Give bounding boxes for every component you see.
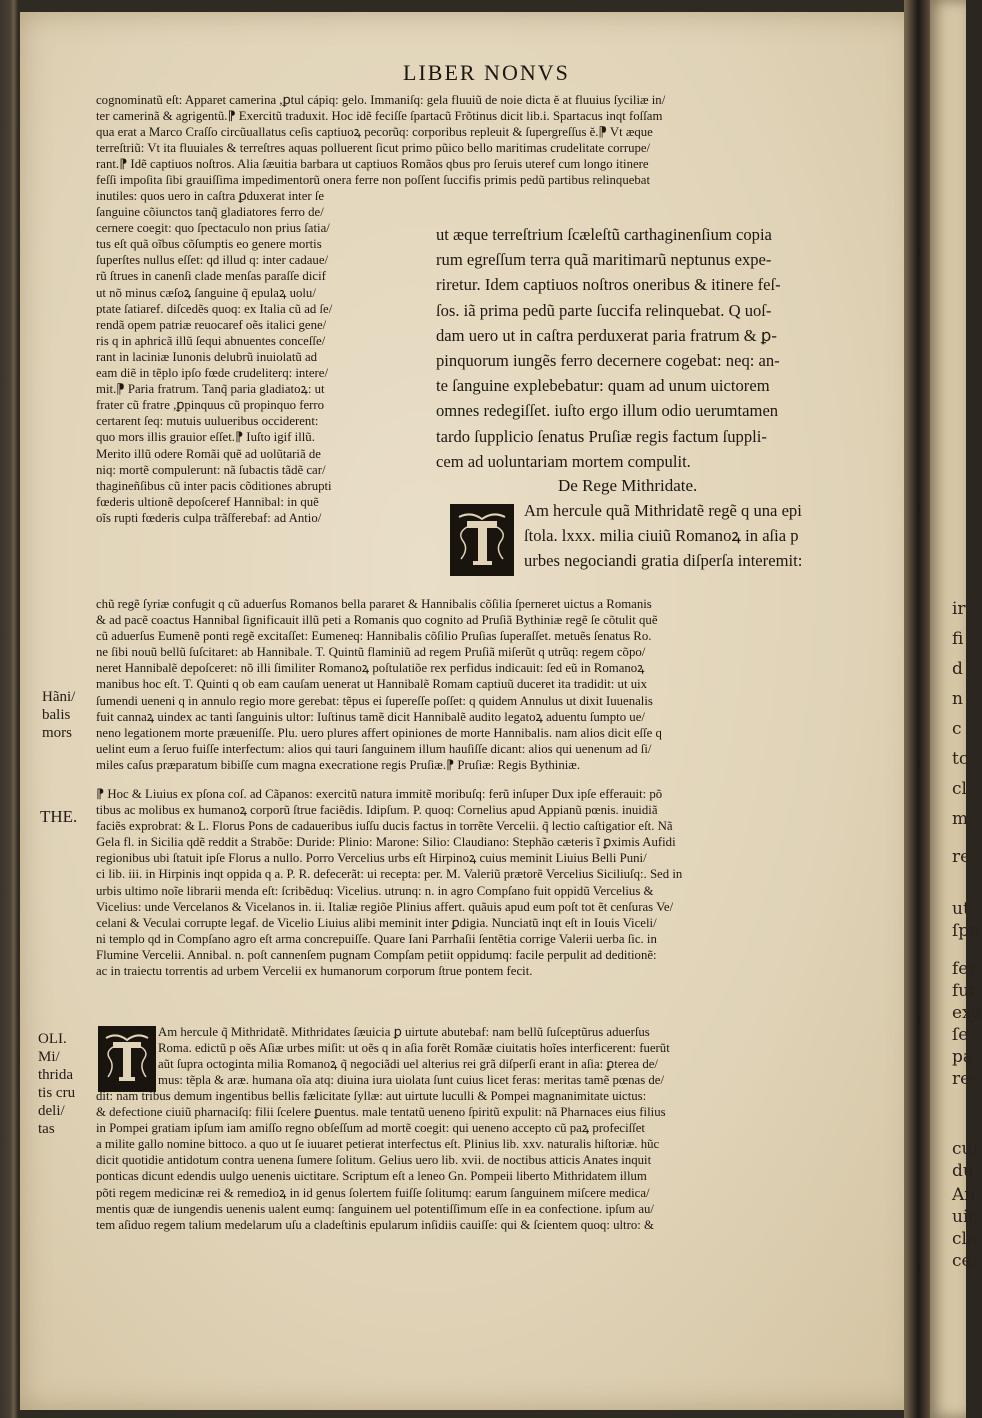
text-line: Am hercule q̃ Mithridatẽ. Mithridates ſæuicia ꝑ uirtute abutebaf: nam bellũ ſuſceptũrus aduerſus xyxy=(158,1025,650,1039)
text-line: ni templo qd in Compſano agro eſt arma concrepuiſſe. Quare Iani Parrhaſii ſentẽtia corrige Valerii uerba ſic. in xyxy=(96,931,657,946)
text-line: Vicelius: unde Vercelanos & Vicelanos in. ii. Italiæ regiõe Plinius affert. quãuis apud eum poſt tot ẽt cenſuras Ve/ xyxy=(96,899,674,914)
facing-page-fragment: fi xyxy=(952,629,964,649)
facing-page-fragment: ſe xyxy=(952,1025,969,1045)
text-line: riretur. Idem captiuos noſtros oneribus & itinere feſ- xyxy=(436,275,781,295)
text-line: ris q in aphricã illũ ſequi abnuentes conceſſe/ xyxy=(96,333,326,348)
commentary-oli-initial-lines xyxy=(158,1024,896,1088)
text-line: mentis quæ de iungendis uenenis ualent eumq: ſanguinem uel potentiſſimum eſſe in ea confectione. ipſum au/ xyxy=(96,1201,654,1216)
text-line: rũ ſtrues in canenſi clade menſas paraſſe dicif xyxy=(96,269,326,284)
text-line: terreſtriũ: Vt ita fluuiales & terreſtres aquas polluerent ſicut primo pũico bello maritimas crudelitate corrupe/ xyxy=(96,141,651,156)
text-line: pinquorum iungẽs ferro decernere cogebat: neq: an- xyxy=(436,350,780,370)
facing-page-fragment: tc xyxy=(952,749,969,769)
text-line: ne ſibi nouũ bellũ ſuſcitaret: ab Hannibale. T. Quintũ flaminiũ ad regem Pruſiã miſerũt q utrũq: regem cõpo/ xyxy=(96,645,646,660)
commentary-oli xyxy=(96,1088,896,1233)
text-line: inutiles: quos uero in caſtra ꝑduxerat inter ſe xyxy=(96,189,325,203)
text-line: certarent ſeq: mutuis uulueribus occiderent: xyxy=(96,414,319,429)
margin-note-line: tis cru xyxy=(38,1085,76,1101)
text-line: rant in laciniæ Iunonis delubrũ inuiolatũ ad xyxy=(96,349,318,364)
text-line: & ad pacẽ coactus Hannibal ſignificauit illũ peti a Romanis quo cognito ad Pruſiã Bythiniæ regẽ ſe cõtulit quẽ xyxy=(96,613,658,628)
facing-page-fragment: re: xyxy=(952,1069,976,1089)
margin-note-oli xyxy=(38,1030,75,1138)
text-line: feſſi impoſita ſibi grauiſſima impedimentorũ onera ferre non poſſent ſuccifis primis pedũ partibus relinquebat xyxy=(96,173,651,188)
text-line: urbes negociandi gratia diſperſa interemit: xyxy=(524,551,803,571)
text-line: ci lib. iii. in Hirpinis inqt oppida q a. P. R. defecerãt: ui recepta: per. M. Valeriũ prætorẽ Vercelius Siciliuſq:. Sed in xyxy=(96,867,683,882)
facing-page-fragment: An xyxy=(952,1185,976,1205)
text-line: ⁋ Hoc & Liuius ex pſona coſ. ad Cãpanos: exercitũ natura immitẽ moribuſq: ferũ inſuper Dux ipſe efferauit: põ xyxy=(96,787,663,801)
text-line: oĩs rupti fœderis culpa trãſferebaf: ad Antio/ xyxy=(96,510,322,525)
margin-note-the: THE. xyxy=(40,807,78,826)
text-line: niq: mortẽ compulerunt: nã ſubactis tãdẽ car/ xyxy=(96,462,326,477)
text-line: põti regem medicinæ rei & remedioꝝ in id genus ſolertem fuiſſe ſolitumq: earum ſanguinem miſcere medica/ xyxy=(96,1185,650,1200)
margin-note-line: tas xyxy=(38,1121,55,1137)
facing-page-fragment: cei xyxy=(952,1251,978,1271)
initial-letter-t-small-icon xyxy=(101,1029,153,1089)
text-line: Roma. edictũ p oẽs Aſiæ urbes miſit: ut oẽs q in aſia forẽt Romãæ ciuitatis hoĩes interficerent: fuerũt xyxy=(158,1041,670,1056)
text-line: a milite gallo nomine bittoco. a quo ut ſe iuuaret petierat interfectus eſt. Plinius lib. xxv. naturalis hiſtoriæ. hũc xyxy=(96,1137,660,1152)
initial-letter-t-icon xyxy=(453,507,511,573)
text-line: fœderis ultionẽ depoſceref Hannibal: in quẽ xyxy=(96,494,319,509)
text-line: & defectione ciuiũ pharnaciſq: filii ſcelere ꝑuentus. male tentatũ ueneno ſpiritũ expulit: nã Pharnaces eius filius xyxy=(96,1105,666,1120)
margin-note-line: balis xyxy=(42,707,71,723)
text-line: dam uero ut in caſtra perduxerat paria fratrum & ꝑ- xyxy=(436,325,777,345)
book-page xyxy=(20,12,918,1410)
text-line: tus eſt quã oĩbus cõſumptis eo genere mortis xyxy=(96,237,322,252)
text-line: neno legationem morte præueniſſe. Plu. uero plures affert opiniones de morte Hannibalis. nam alios dicit eſſe q xyxy=(96,725,662,740)
text-line: dicit quotidie antidotum contra uenena ſumere ſolitum. Gelius uero lib. xvii. de noctibus atticis Anates inquit xyxy=(96,1153,652,1168)
text-line: celani & Veculai corrupte legaf. de Vicelio Liuius alibi meminit inter ꝑdigia. Nunciatũ inqt eſt in Iouis Viceli/ xyxy=(96,915,657,930)
facing-page-fragment: ut xyxy=(952,899,970,919)
text-line: tem aſiduo regem talium medelarum uſu a cladeſtinis epularum inſidiis cauiſſe: qui & ſcientem quoq: ultro: & xyxy=(96,1217,654,1232)
text-line: dit: nam tribus demum ingentibus bellis fælicitate ſyllæ: aut uirtute luculli & Pompei magnanimitate uictus: xyxy=(96,1089,647,1103)
margin-note-hannibal xyxy=(42,688,75,742)
text-line: ſtola. lxxx. milia ciuiũ Romanoꝝ in aſia p xyxy=(524,526,799,546)
text-line: fuit cannaꝝ uindex ac tanti ſanguinis ultor: Iuſtinus tamẽ dicit Hannibalẽ audito legatoꝝ aduentu ſumpto ue/ xyxy=(96,709,645,724)
margin-note-line: Hãni/ xyxy=(42,689,76,705)
commentary-left-column xyxy=(96,188,436,526)
text-line: regionibus ubi ſtatuit ipſe Florus a nullo. Porro Vercelius urbs eſt Hirpinoꝝ cuius meminit Liuius Belli Puni/ xyxy=(96,851,647,866)
book-gutter xyxy=(904,0,930,1418)
margin-note-line: Mi/ xyxy=(38,1049,60,1065)
facing-page-fragment: uic xyxy=(952,1207,978,1227)
text-line: eam diẽ in tẽplo ipſo fœde crudeliterq: intere/ xyxy=(96,366,329,381)
text-line: ſos. iã prima pedũ parte ſuccifa relinquebat. Q uoſ- xyxy=(436,300,772,320)
commentary-the xyxy=(96,786,896,979)
facing-page-fragment: du xyxy=(952,1161,974,1181)
text-line: ſuperſtes nullus eſſet: qd illud q: inter cadaue/ xyxy=(96,253,329,268)
page-header: LIBER NONVS xyxy=(403,60,570,85)
text-line: tardo ſupplicio ſenatus Pruſiæ regis factum ſuppli- xyxy=(436,426,767,446)
facing-page-fragment: cl xyxy=(952,779,967,799)
text-line: thagineñſibus cũ inter pacis cõditiones abrupti xyxy=(96,478,332,493)
facing-page-fragment: cui xyxy=(952,1139,978,1159)
facing-page-fragment: d xyxy=(952,659,963,679)
text-line: Merito illũ odere Romãi quẽ ad uolũtariã de xyxy=(96,446,321,461)
margin-note-line: deli/ xyxy=(38,1103,65,1119)
decorated-initial-t xyxy=(450,504,514,576)
text-line: quo mors illis grauior eſſet.⁋ Iuſto igif illũ. xyxy=(96,430,315,445)
text-line: cernere coegit: quo ſpectaculo non prius ſatia/ xyxy=(96,221,330,236)
facing-page-fragment: ir xyxy=(952,599,966,619)
text-line: Flumine Vercelii. Annibal. n. poſt cannenſem pugnam Compſam petiit oppidumq: facile perpulit ad deditionẽ: xyxy=(96,947,657,962)
text-line: ponticas dicunt edendis uulgo uenenis uictitare. Scriptum eſt a leneo Gn. Pompeii liberto Mithridatem illum xyxy=(96,1169,647,1184)
text-line: qua erat a Marco Craſſo circũuallatus ceſis captiuoꝝ pecorũq: corporibus repleuit & ſupergreſſus ĕ.⁋ Vt æque xyxy=(96,125,653,140)
text-line: rum egreſſum terra quã maritimarũ neptunus expe- xyxy=(436,250,772,270)
text-line: ut æque terreſtrium ſcæleſtũ carthaginenſium copia xyxy=(436,225,772,244)
text-line: uelint eum a ſeruo fuiſſe interfectum: alios qui tauri ſanguinem illum hauſiſſe dicant: alios qui uenenum ad ſi/ xyxy=(96,741,652,756)
text-line: ter camerinã & agrigentũ.⁋ Exercitũ traduxit. Hoc idẽ feciſſe ſpartacũ Frõtinus dicit lib.i. Spartacus inqt foſſam xyxy=(96,109,663,124)
text-line: rendã opem patriæ reuocaref oẽs italici gene/ xyxy=(96,317,327,332)
text-line: ut nõ minus cæſoꝝ ſanguine q̃ epulaꝝ uolu/ xyxy=(96,285,316,300)
facing-page-fragment: m xyxy=(952,809,969,829)
text-line: omnes redegiſſet. iuſto ergo illum odio uerumtamen xyxy=(436,401,779,421)
commentary-middle xyxy=(96,596,896,773)
text-line: neret Hannibalẽ depoſceret: nõ illi ſimiliter Romanoꝝ poſtulatiõe rex perfidus indicauit: ſed eũ in Romanoꝝ xyxy=(96,661,645,676)
commentary-top xyxy=(96,92,896,189)
facing-page-edge xyxy=(930,0,982,1418)
facing-page-fragment: n xyxy=(952,689,963,709)
text-line: Am hercule quã Mithridatẽ regẽ q una epi xyxy=(524,501,802,520)
margin-note-line: mors xyxy=(42,725,72,741)
text-line: ptate ſatiaref. diſcedẽs quoq: ex Italia cũ ad ſe/ xyxy=(96,301,333,316)
decorated-initial-t-small xyxy=(98,1026,156,1092)
section-heading: De Rege Mithridate. xyxy=(558,476,698,495)
text-line: mus: tẽpla & aræ. humana oĩa atq: diuina iura uiolata ſunt cuius licet feras: meritas tamẽ pœnas de/ xyxy=(158,1073,665,1088)
text-line: miles caſus præparatum bibiſſe cum magna execratione regis Pruſiæ.⁋ Pruſiæ: Regis Bythiniæ. xyxy=(96,757,581,772)
text-line: tibus ac molibus ex humanoꝝ corporũ ſtrue faciẽdis. Idipſum. P. quoq: Cornelius apud Appianũ pœnis. inuidiã xyxy=(96,803,658,818)
facing-page-fragment: fer xyxy=(952,959,977,979)
text-line: aũt ſupra octoginta milia Romanoꝝ q̃ negociãdi uel alterius rei grã diſperſi erant in aſia: ꝑterea de/ xyxy=(158,1057,658,1072)
text-line: cũ aduerſus Eumenẽ ponti regẽ excitaſſet: Eumeneq: Hannibalis cõſilio Pruſias ſuperaſſet. metuẽs ſenatus Ro. xyxy=(96,629,652,644)
text-line: faciẽs exprobrat: & L. Florus Pons de cadaueribus iuſſu ducis factus in torrẽte Vercelii. q̃ lectio caſtigatior eſt. Nã xyxy=(96,819,673,834)
text-line: te ſanguine explebebatur: quam ad unum uictorem xyxy=(436,376,770,396)
text-line: chũ regẽ ſyriæ confugit q cũ aduerſus Romanos bella pararet & Hannibalis cõſilia ſperneret uictus a Romanis xyxy=(96,597,652,611)
facing-page-fragment: exẽ xyxy=(952,1003,982,1023)
text-line: urbis ultimo noĩe librarii menda eſt: ſcribẽduq: Vicelius. utrunq: n. in agro Compſano fuit oppidũ Vercelius & xyxy=(96,883,654,898)
facing-page-fragment: ſpa xyxy=(952,921,980,941)
facing-page-fragment: pa xyxy=(952,1047,974,1067)
text-line: frater cũ fratre ,ꝑpinquus cũ propinquo ferro xyxy=(96,398,325,413)
margin-note-line: OLI. xyxy=(38,1031,67,1047)
text-line: in Pompei gratiam ipſum iam amiſſo regno obſeſſum ad mortẽ coegit: qui ueneno accepto cũ paꝝ profeciſſet xyxy=(96,1121,645,1136)
facing-page-fragment: fur xyxy=(952,981,978,1001)
facing-page-fragment: cla xyxy=(952,1229,978,1249)
main-text-initial-lines xyxy=(524,498,896,574)
text-line: mit.⁋ Paria fratrum. Tanq̃ paria gladiatoꝝ: ut xyxy=(96,382,325,397)
margin-note-line: thrida xyxy=(38,1067,73,1083)
text-line: ſumendi ueneni q in annulo regio more gerebat: tẽpus ei ſupereſſe poſſet: q quidem Annulus ut dixit Iuuenalis xyxy=(96,693,653,708)
text-line: ſanguine cõiunctos tanq̃ gladiatores ferro de/ xyxy=(96,205,324,220)
text-line: Gela fl. in Sicilia qdẽ reddit a Strabõe: Duride: Plinio: Marone: Silio: Claudiano: Stephão cæteris ĩ ꝑximis Aufidi xyxy=(96,835,676,850)
facing-page-fragment: re xyxy=(952,847,971,867)
facing-page-fragment: c xyxy=(952,719,962,739)
text-line: ac in traiectu torrentis ad urbem Vercelii ex humanorum corporum ſtrue pontem fecit. xyxy=(96,964,533,979)
text-line: cem ad uoluntariam mortem compulit. xyxy=(436,451,691,471)
text-line: manibus hoc eſt. T. Quinti q ob eam cauſam uenerat ut Hannibalẽ Romam captiuũ duceret ita tradidit: ut uix xyxy=(96,677,648,692)
text-line: rant.⁋ Idẽ captiuos noſtros. Alia ſæuitia barbara ut captiuos Romãos qbus pro ſeruis uteref cum longo itinere xyxy=(96,157,649,172)
text-line: cognominatũ eſt: Apparet camerina ,ꝑtul cápiq: gelo. Immaniſq: gela fluuiũ de noie dicta ĕ at fluuius ſyciliæ in/ xyxy=(96,93,666,107)
main-text-column xyxy=(436,222,896,474)
